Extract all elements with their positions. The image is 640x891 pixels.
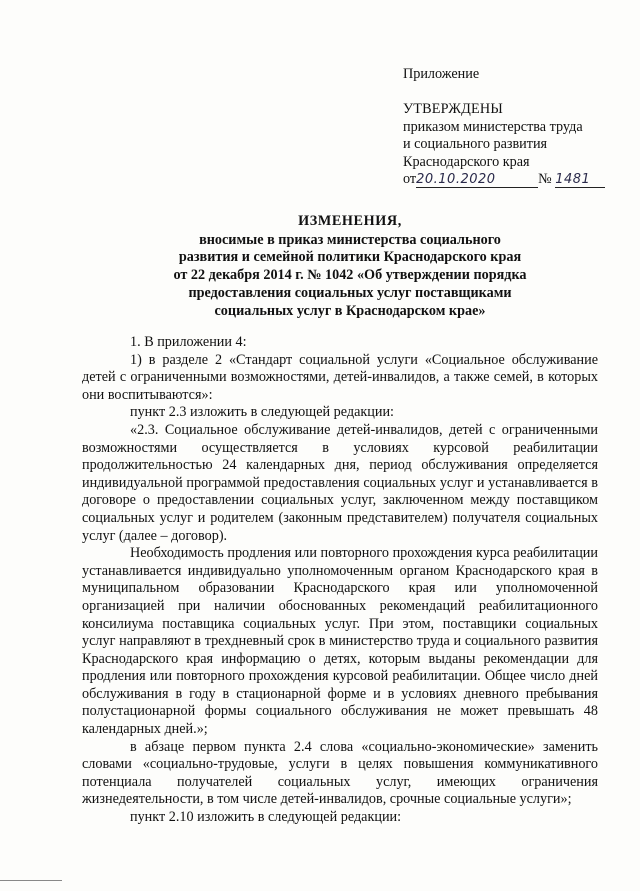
approval-line: и социального развития [403, 136, 548, 153]
number-prefix: № [538, 171, 552, 188]
body-paragraph: пункт 2.3 изложить в следующей редакции: [130, 404, 394, 421]
body-paragraph: «2.3. Социальное обслуживание детей-инвалидов, детей с ограниченными возможностями осуществляется в условиях курсовой реабилитации продолжительностью 24 календарных дня, период обслуживания определяется индивидуальной программой предоставления социальных услуг и устанавливается в договоре о предоставлении социальных услуг, заключенном между поставщиком социальных услуг и родителем (законным представителем) получателя социальных услуг (далее – договор). [82, 421, 598, 544]
document-body [82, 334, 598, 827]
scan-edge-mark [0, 880, 62, 881]
approval-line: приказом министерства труда [403, 118, 583, 135]
approval-stamp [403, 66, 618, 188]
approval-line: Краснодарского края [403, 153, 530, 170]
appendix-label: Приложение [403, 66, 480, 82]
body-paragraph: 1. В приложении 4: [130, 334, 247, 350]
handwritten-date: 20.10.2020 [416, 172, 496, 188]
date-number-row [403, 171, 618, 188]
heading-line: от 22 декабря 2014 г. № 1042 «Об утверждении порядка [173, 267, 527, 284]
body-paragraph: пункт 2.10 изложить в следующей редакции: [130, 809, 402, 826]
heading-title: ИЗМЕНЕНИЯ, [298, 213, 402, 229]
heading-line: социальных услуг в Краснодарском крае» [214, 302, 486, 319]
date-field [416, 172, 538, 188]
handwritten-number: 1481 [555, 172, 591, 188]
number-field [555, 172, 605, 188]
heading-line: предоставления социальных услуг поставщиками [188, 284, 512, 301]
heading-line: вносимые в приказ министерства социального [199, 231, 501, 248]
document-heading [120, 213, 580, 320]
body-paragraph: в абзаце первом пункта 2.4 слова «социально-экономические» заменить словами «социально-трудовые, услуги в целях повышения коммуникативного потенциала получателей социальных услуг, имеющих ограничения жизнедеятельности, в том числе детей-инвалидов, срочные социальные услуги»; [82, 738, 598, 808]
date-prefix: от [403, 171, 417, 188]
approved-label: УТВЕРЖДЕНЫ [403, 101, 503, 118]
body-paragraph: 1) в разделе 2 «Стандарт социальной услуги «Социальное обслуживание детей с ограниченными возможностями, детей-инвалидов, а также семей, в которых они воспитываются»: [82, 351, 598, 403]
heading-line: развития и семейной политики Краснодарского края [178, 249, 522, 266]
body-paragraph: Необходимость продления или повторного прохождения курса реабилитации устанавливается индивидуально уполномоченным органом Краснодарского края в муниципальном образовании Краснодарского края или уполномоченной организацией при наличии обоснованных рекомендаций реабилитационного консилиума поставщика социальных услуг. При этом, поставщики социальных услуг направляют в трехдневный срок в министерство труда и социального развития Краснодарского края информацию о детях, которым выданы рекомендации для продления или повторного прохождения курсовой реабилитации. Общее число дней обслуживания в году в стационарной форме и в условиях дневного пребывания полустационарной формы социального обслуживания не может превышать 48 календарных дней.»; [82, 545, 598, 738]
